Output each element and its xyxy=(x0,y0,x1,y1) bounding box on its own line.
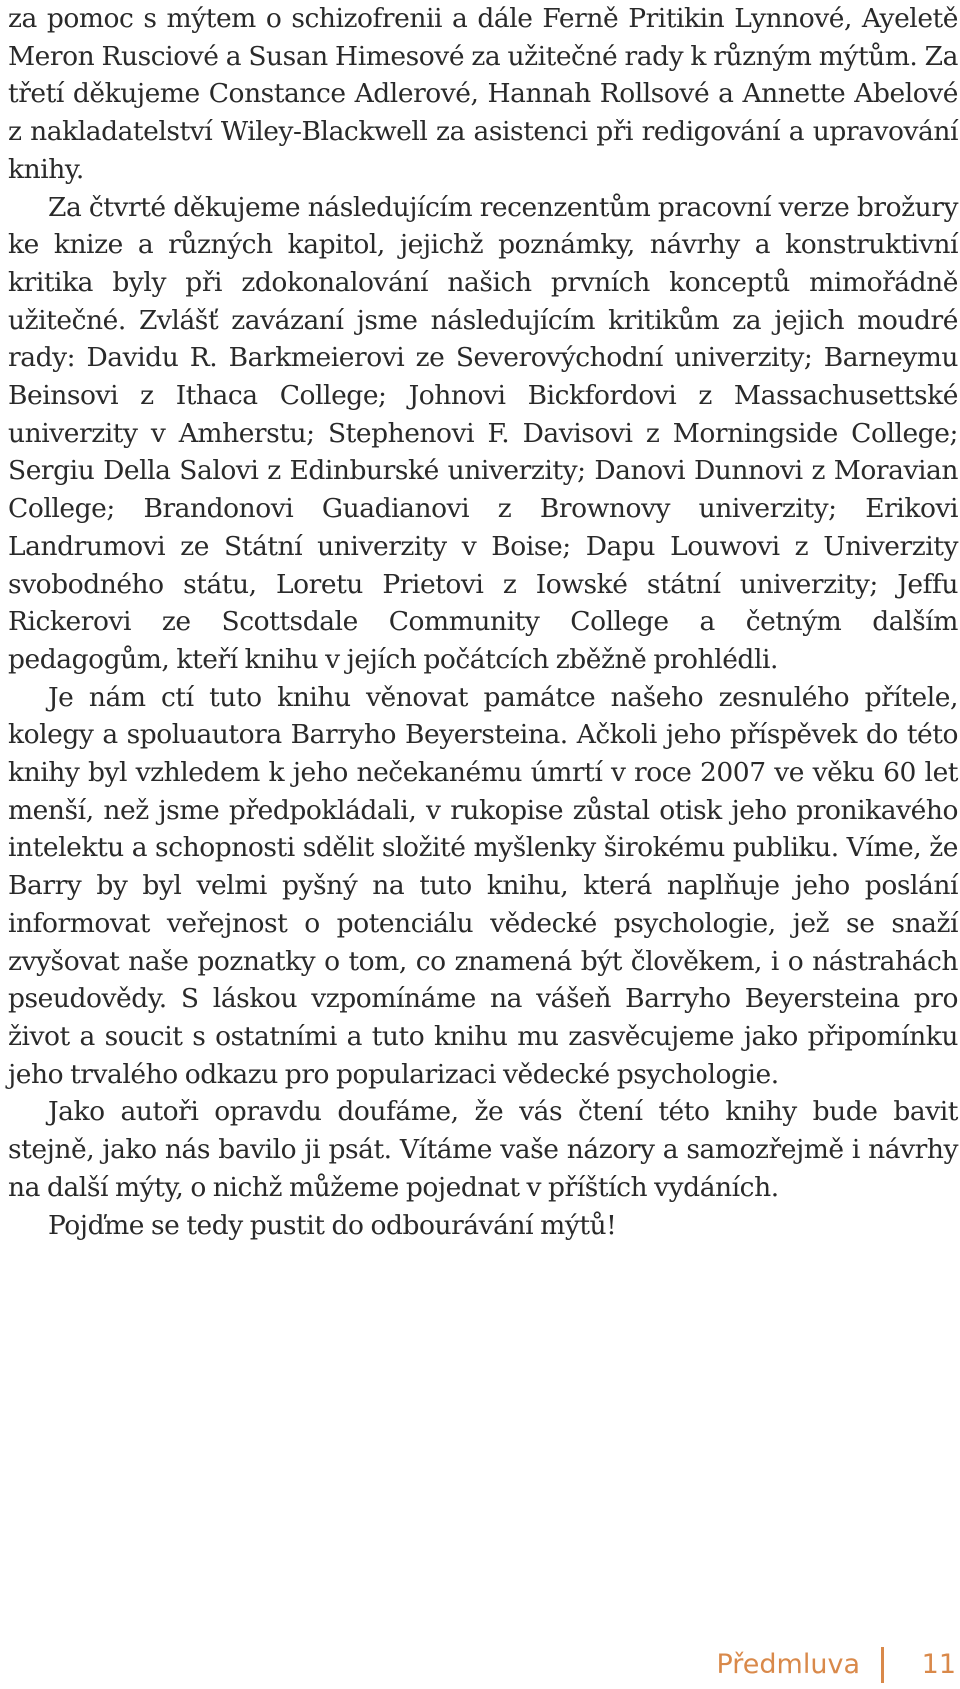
page-body xyxy=(8,0,958,1244)
footer-divider xyxy=(881,1647,884,1683)
paragraph-dedication: Je nám ctí tuto knihu věnovat památce našeho zesnulého přítele, kolegy a spoluautora Barryho Beyersteina. Ačkoli jeho příspěvek do této knihy byl vzhledem k jeho nečekanému úmrtí v roce 2007 ve věku 60 let menší, než jsme předpokládali, v rukopise zůstal otisk jeho pronikavého intelektu a schopnosti sdělit složité myšlenky širokému publiku. Víme, že Barry by byl velmi pyšný na tuto knihu, která naplňuje jeho poslání informovat veřejnost o potenciálu vědecké psychologie, jež se snaží zvyšovat naše poznatky o tom, co znamená být člověkem, i o nástrahách pseudovědy. S láskou vzpomínáme na vášeň Barryho Beyersteina pro život a soucit s ostatními a tuto knihu mu zasvěcujeme jako připomínku jeho trvalého odkazu pro popularizaci vědecké psychologie. xyxy=(8,681,958,1090)
page-number: 11 xyxy=(921,1649,956,1680)
paragraph-acknowledgements-continued: za pomoc s mýtem o schizofrenii a dále Ferně Pritikin Lynnové, Ayeletě Meron Rusciové a Susan Himesové za užitečné rady k různým mýtům. Za třetí děkujeme Constance Adlerové, Hannah Rollsové a Annette Abelové z nakladatelství Wiley-Blackwell za asistenci při redigování a upravování knihy. xyxy=(8,3,958,185)
paragraph-reviewers: Za čtvrté děkujeme následujícím recenzentům pracovní verze brožury ke knize a různých kapitol, jejichž poznámky, návrhy a konstruktivní kritika byly při zdokonalování našich prvních konceptů mimořádně užitečné. Zvlášť zavázaní jsme následujícím kritikům za jejich moudré rady: Davidu R. Barkmeierovi ze Severovýchodní univerzity; Barneymu Beinsovi z Ithaca College; Johnovi Bickfordovi z Massachusettské univerzity v Amherstu; Stephenovi F. Davisovi z Morningside College; Sergiu Della Salovi z Edinburské univerzity; Danovi Dunnovi z Moravian College; Brandonovi Guadianovi z Brownovy univerzity; Erikovi Landrumovi ze Státní univerzity v Boise; Dapu Louwovi z Univerzity svobodného státu, Loretu Prietovi z Iowské státní univerzity; Jeffu Rickerovi ze Scottsdale Community College a četným dalším pedagogům, kteří knihu v jejích počátcích zběžně prohlédli. xyxy=(8,191,958,675)
page-footer xyxy=(0,1649,960,1689)
paragraph-closing: Pojďme se tedy pustit do odbourávání mýtů! xyxy=(48,1209,617,1241)
section-title: Předmluva xyxy=(716,1649,860,1680)
paragraph-author-hopes: Jako autoři opravdu doufáme, že vás čtení této knihy bude bavit stejně, jako nás bavilo ji psát. Vítáme vaše názory a samozřejmě i návrhy na další mýty, o nichž můžeme pojednat v příštích vydáních. xyxy=(8,1096,958,1203)
